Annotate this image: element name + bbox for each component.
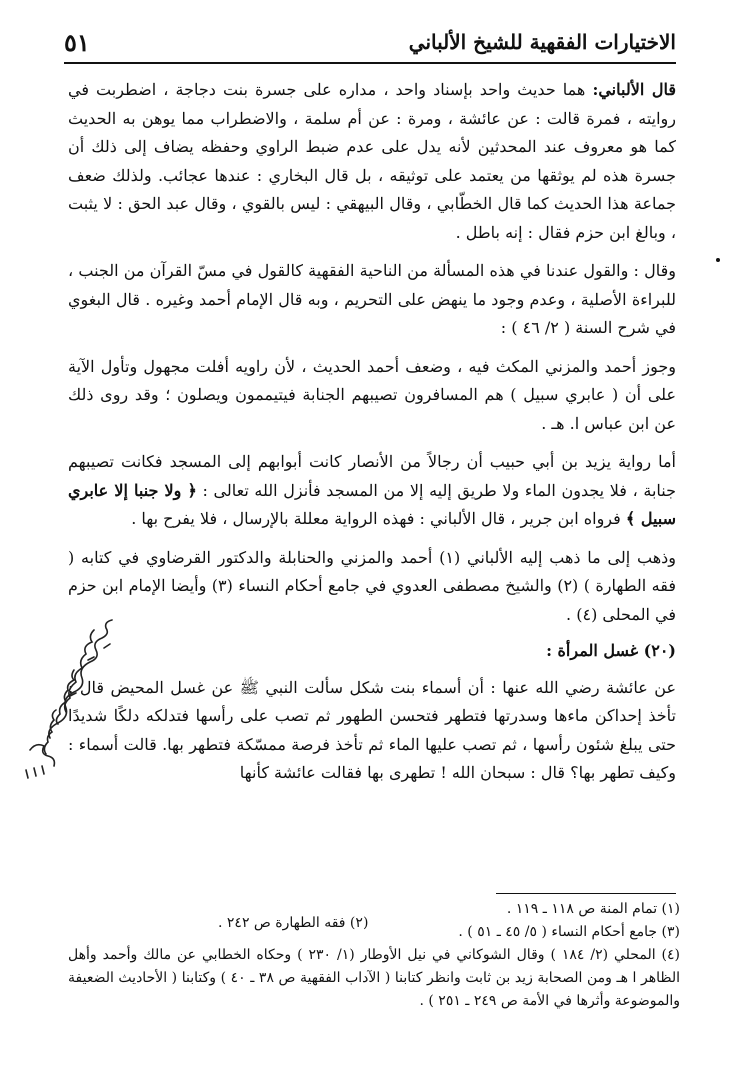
- paragraph-3: وجوز أحمد والمزني المكث فيه ، وضعف أحمد الحديث ، لأن راويه أفلت مجهول وتأول الآية على أن ( عابري سبيل ) هم المسافرون تصيبهم الجنابة فيتيممون ويصلون ؛ وقد روى ذلك عن ابن عباس ا. هـ .: [68, 356, 676, 433]
- footnote-2: (٢) فقه الطهارة ص ٢٤٢ .: [218, 915, 369, 931]
- quran-verse: ﴿ ولا جنبا إلا عابري سبيل ﴾: [68, 480, 676, 528]
- footnote-rule: [496, 893, 676, 894]
- paragraph-6: عن عائشة رضي الله عنها : أن أسماء بنت شكل سألت النبي ﷺ عن غسل المحيض قال : تأخذ إحداكن ماءها وسدرتها فتطهر فتحسن الطهور ثم تصب على رأسها فتدلكه دلكًا شديدًا حتى يبلغ شئون رأسها ، ثم تصب عليها الماء ثم تأخذ فرصة ممسّكة فتطهر بها. قالت أسماء : وكيف تطهر بها؟ قال : سبحان الله ! تطهرى بها فقالت عائشة كأنها: [68, 677, 677, 782]
- footnote-3: (٣) جامع أحكام النساء ( ٥/ ٤٥ ـ ٥١ ) .: [458, 924, 680, 940]
- paragraph-1-text: هما حديث واحد بإسناد واحد ، مداره على جسرة بنت دجاجة ، اضطربت في روايته ، فمرة قالت : عن عائشة ، ومرة : عن أم سلمة ، والاضطراب مما يوهن به الحديث كما هو معروف عند المحدثين لأنه يدل على عدم ضبط الراوي وحفظه يضاف إلى ذلك أن جسرة هذه لم يوثقها من يعتمد على توثيقه ، بل قال البخاري : عندها عجائب. ولذلك ضعف جماعة هذا الحديث كما قال الخطّابي ، وقال البيهقي : ليس بالقوي ، وقال عبد الحق : لا يثبت ، وبالغ ابن حزم فقال : إنه باطل .: [68, 80, 676, 242]
- footnote-1: (١) تمام المنة ص ١١٨ ـ ١١٩ .: [506, 901, 680, 917]
- paragraph-1-lead: قال الألباني:: [592, 80, 676, 99]
- footnote-4: (٤) المحلي (٢/ ١٨٤ ) وقال الشوكاني في نيل الأوطار (١/ ٢٣٠ ) وحكاه الخطابي عن مالك وأحمد وأهل الظاهر ا هـ ومن الصحابة زيد بن ثابت وانظر كتابنا ( الآداب الفقهية ص ٣٨ ـ ٤٠ ) وكتابنا ( الأحاديث الضعيفة والموضوعة وأثرها في الأمة ص ٢٤٩ ـ ٢٥١ ) .: [68, 947, 680, 1009]
- paragraph-2: وقال : والقول عندنا في هذه المسألة من الناحية الفقهية كالقول في مسّ القرآن من الجنب ، للبراءة الأصلية ، وعدم وجود ما ينهض على التحريم ، وبه قال الإمام أحمد وغيره . قال البغوي في شرح السنة ( ٢/ ٤٦ ) :: [68, 261, 676, 337]
- paragraph-1: [68, 76, 676, 247]
- book-title: الاختيارات الفقهية للشيخ الألباني: [408, 30, 676, 54]
- handwritten-margin-note: [0, 600, 120, 790]
- paragraph-4-post: فرواه ابن جرير ، قال الألباني : فهذه الرواية معللة بالإرسال ، فلا يفرح بها .: [131, 509, 621, 528]
- footnotes: [68, 898, 680, 1013]
- paragraph-4-pre: أما رواية يزيد بن أبي حبيب أن رجالاً من الأنصار كانت أبوابهم إلى المسجد فكانت تصيبهم جنابة ، فلا يجدون الماء ولا طريق إليه إلا من المسجد فأنزل الله تعالى :: [68, 452, 676, 500]
- main-text: [68, 76, 676, 788]
- paragraph-5: وذهب إلى ما ذهب إليه الألباني (١) أحمد والمزني والحنابلة والدكتور القرضاوي في كتابه ( فقه الطهارة ) (٢) والشيخ مصطفى العدوي في جامع أحكام النساء (٣) وأيضا الإمام ابن حزم في المحلى (٤) .: [68, 547, 676, 624]
- section-heading: (٢٠) غسل المرأة :: [546, 641, 676, 660]
- page-header: [64, 28, 676, 64]
- paragraph-4: [68, 448, 676, 534]
- page-number: ٥١: [64, 28, 90, 57]
- margin-dot: [716, 258, 720, 262]
